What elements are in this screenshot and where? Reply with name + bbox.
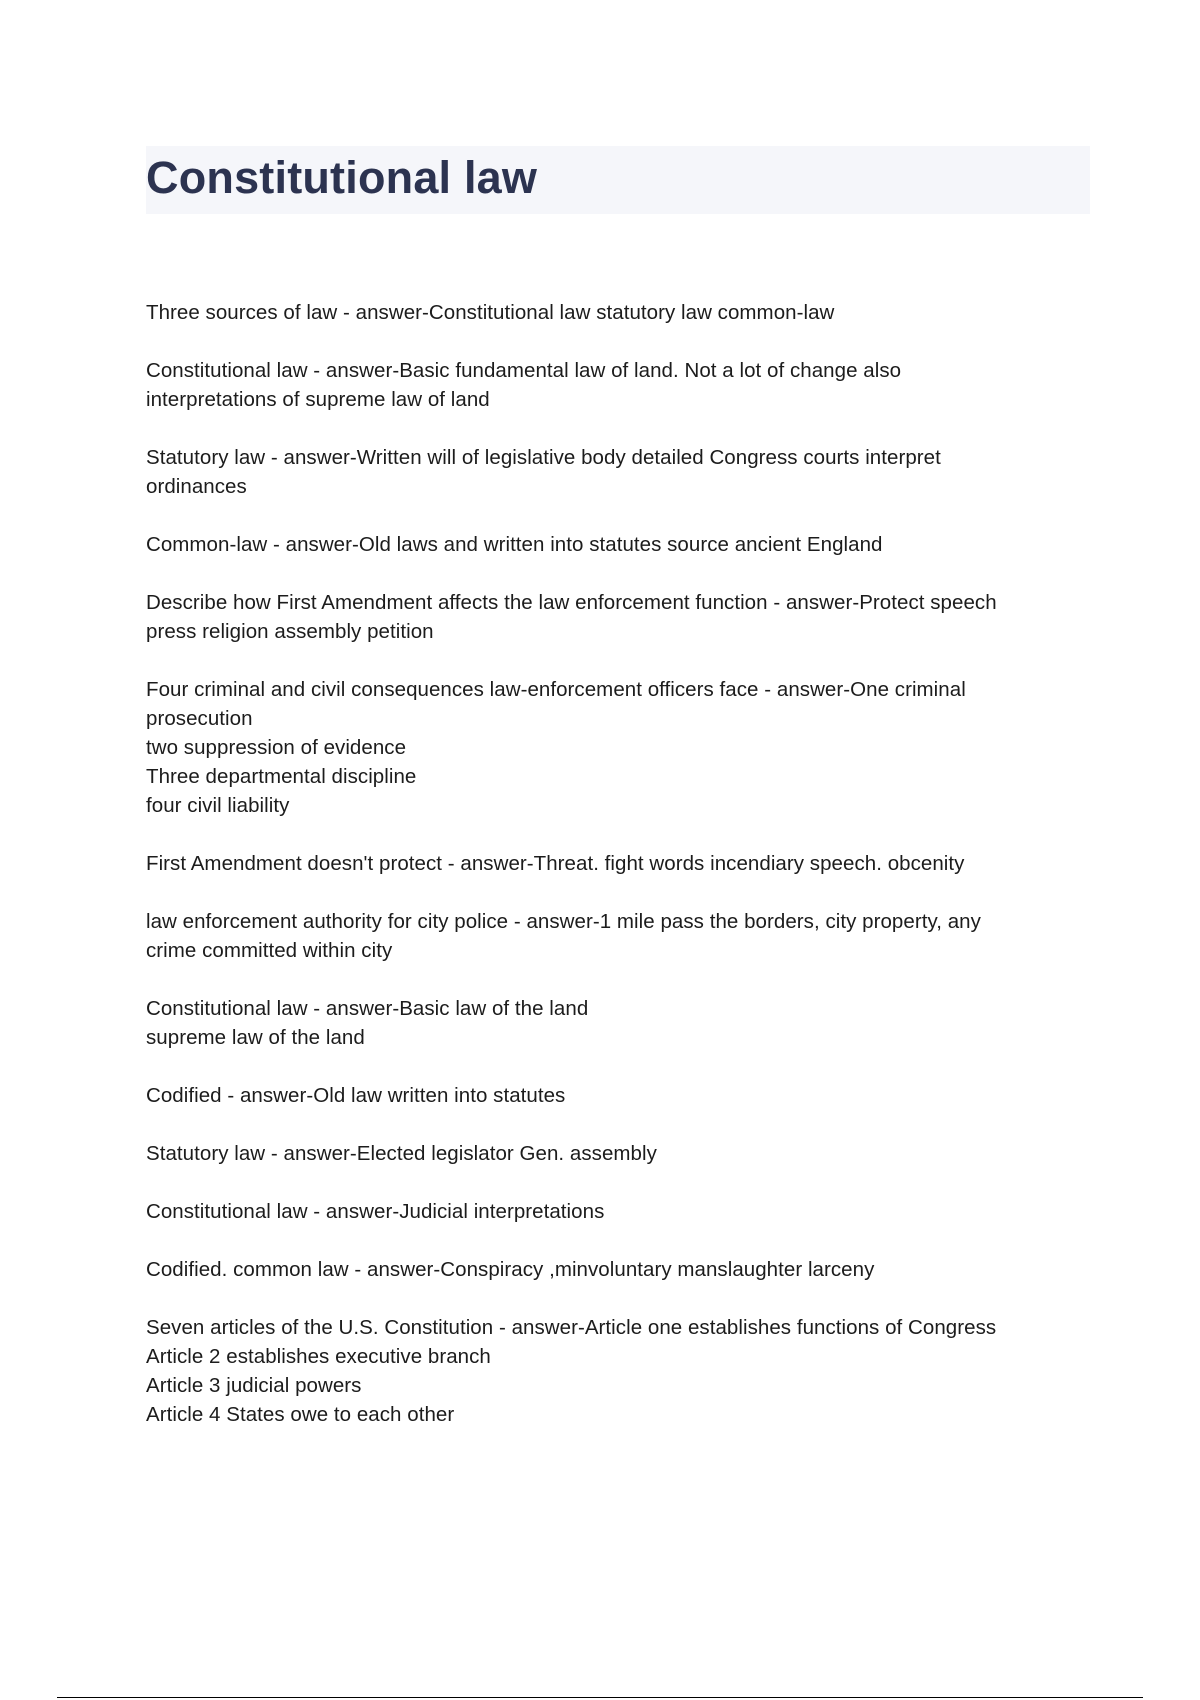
qa-line: two suppression of evidence — [146, 736, 407, 759]
qa-line: Codified - answer-Old law written into statutes — [146, 1084, 566, 1107]
qa-line: Article 4 States owe to each other — [146, 1403, 455, 1426]
qa-line: Constitutional law - answer-Basic law of the land — [146, 997, 589, 1020]
qa-line: prosecution — [146, 707, 253, 730]
qa-line: Constitutional law - answer-Judicial interpretations — [146, 1200, 605, 1223]
title-band — [146, 146, 1090, 214]
qa-line: press religion assembly petition — [146, 620, 434, 643]
qa-line: Seven articles of the U.S. Constitution - answer-Article one establishes functions of Congress — [146, 1316, 997, 1339]
qa-line: Statutory law - answer-Written will of legislative body detailed Congress courts interpret — [146, 446, 941, 469]
qa-line: Three departmental discipline — [146, 765, 417, 788]
qa-line: supreme law of the land — [146, 1026, 365, 1049]
qa-line: ordinances — [146, 475, 247, 498]
qa-line: law enforcement authority for city police - answer-1 mile pass the borders, city property, any — [146, 910, 981, 933]
qa-item — [146, 849, 1090, 878]
qa-line: Codified. common law - answer-Conspiracy ,minvoluntary manslaughter larceny — [146, 1258, 875, 1281]
qa-item — [146, 298, 1090, 327]
qa-line: interpretations of supreme law of land — [146, 388, 490, 411]
qa-item — [146, 443, 1090, 501]
qa-line: First Amendment doesn't protect - answer-Threat. fight words incendiary speech. obcenity — [146, 852, 965, 875]
qa-line: Statutory law - answer-Elected legislator Gen. assembly — [146, 1142, 657, 1165]
qa-line: crime committed within city — [146, 939, 393, 962]
page-title: Constitutional law — [146, 152, 538, 203]
qa-item — [146, 1255, 1090, 1284]
qa-item — [146, 588, 1090, 646]
qa-item — [146, 994, 1090, 1052]
qa-line: Describe how First Amendment affects the law enforcement function - answer-Protect speech — [146, 591, 997, 614]
qa-item — [146, 1197, 1090, 1226]
qa-line: Article 3 judicial powers — [146, 1374, 362, 1397]
qa-item — [146, 1139, 1090, 1168]
qa-line: Three sources of law - answer-Constitutional law statutory law common-law — [146, 301, 835, 324]
qa-line: Common-law - answer-Old laws and written into statutes source ancient England — [146, 533, 883, 556]
qa-list — [146, 298, 1090, 1458]
footer-divider — [57, 1697, 1143, 1698]
qa-line: Constitutional law - answer-Basic fundamental law of land. Not a lot of change also — [146, 359, 902, 382]
qa-item — [146, 675, 1090, 820]
qa-item — [146, 1081, 1090, 1110]
qa-line: four civil liability — [146, 794, 290, 817]
qa-item — [146, 1313, 1090, 1429]
qa-item — [146, 907, 1090, 965]
qa-line: Article 2 establishes executive branch — [146, 1345, 491, 1368]
qa-item — [146, 530, 1090, 559]
qa-item — [146, 356, 1090, 414]
qa-line: Four criminal and civil consequences law-enforcement officers face - answer-One criminal — [146, 678, 966, 701]
